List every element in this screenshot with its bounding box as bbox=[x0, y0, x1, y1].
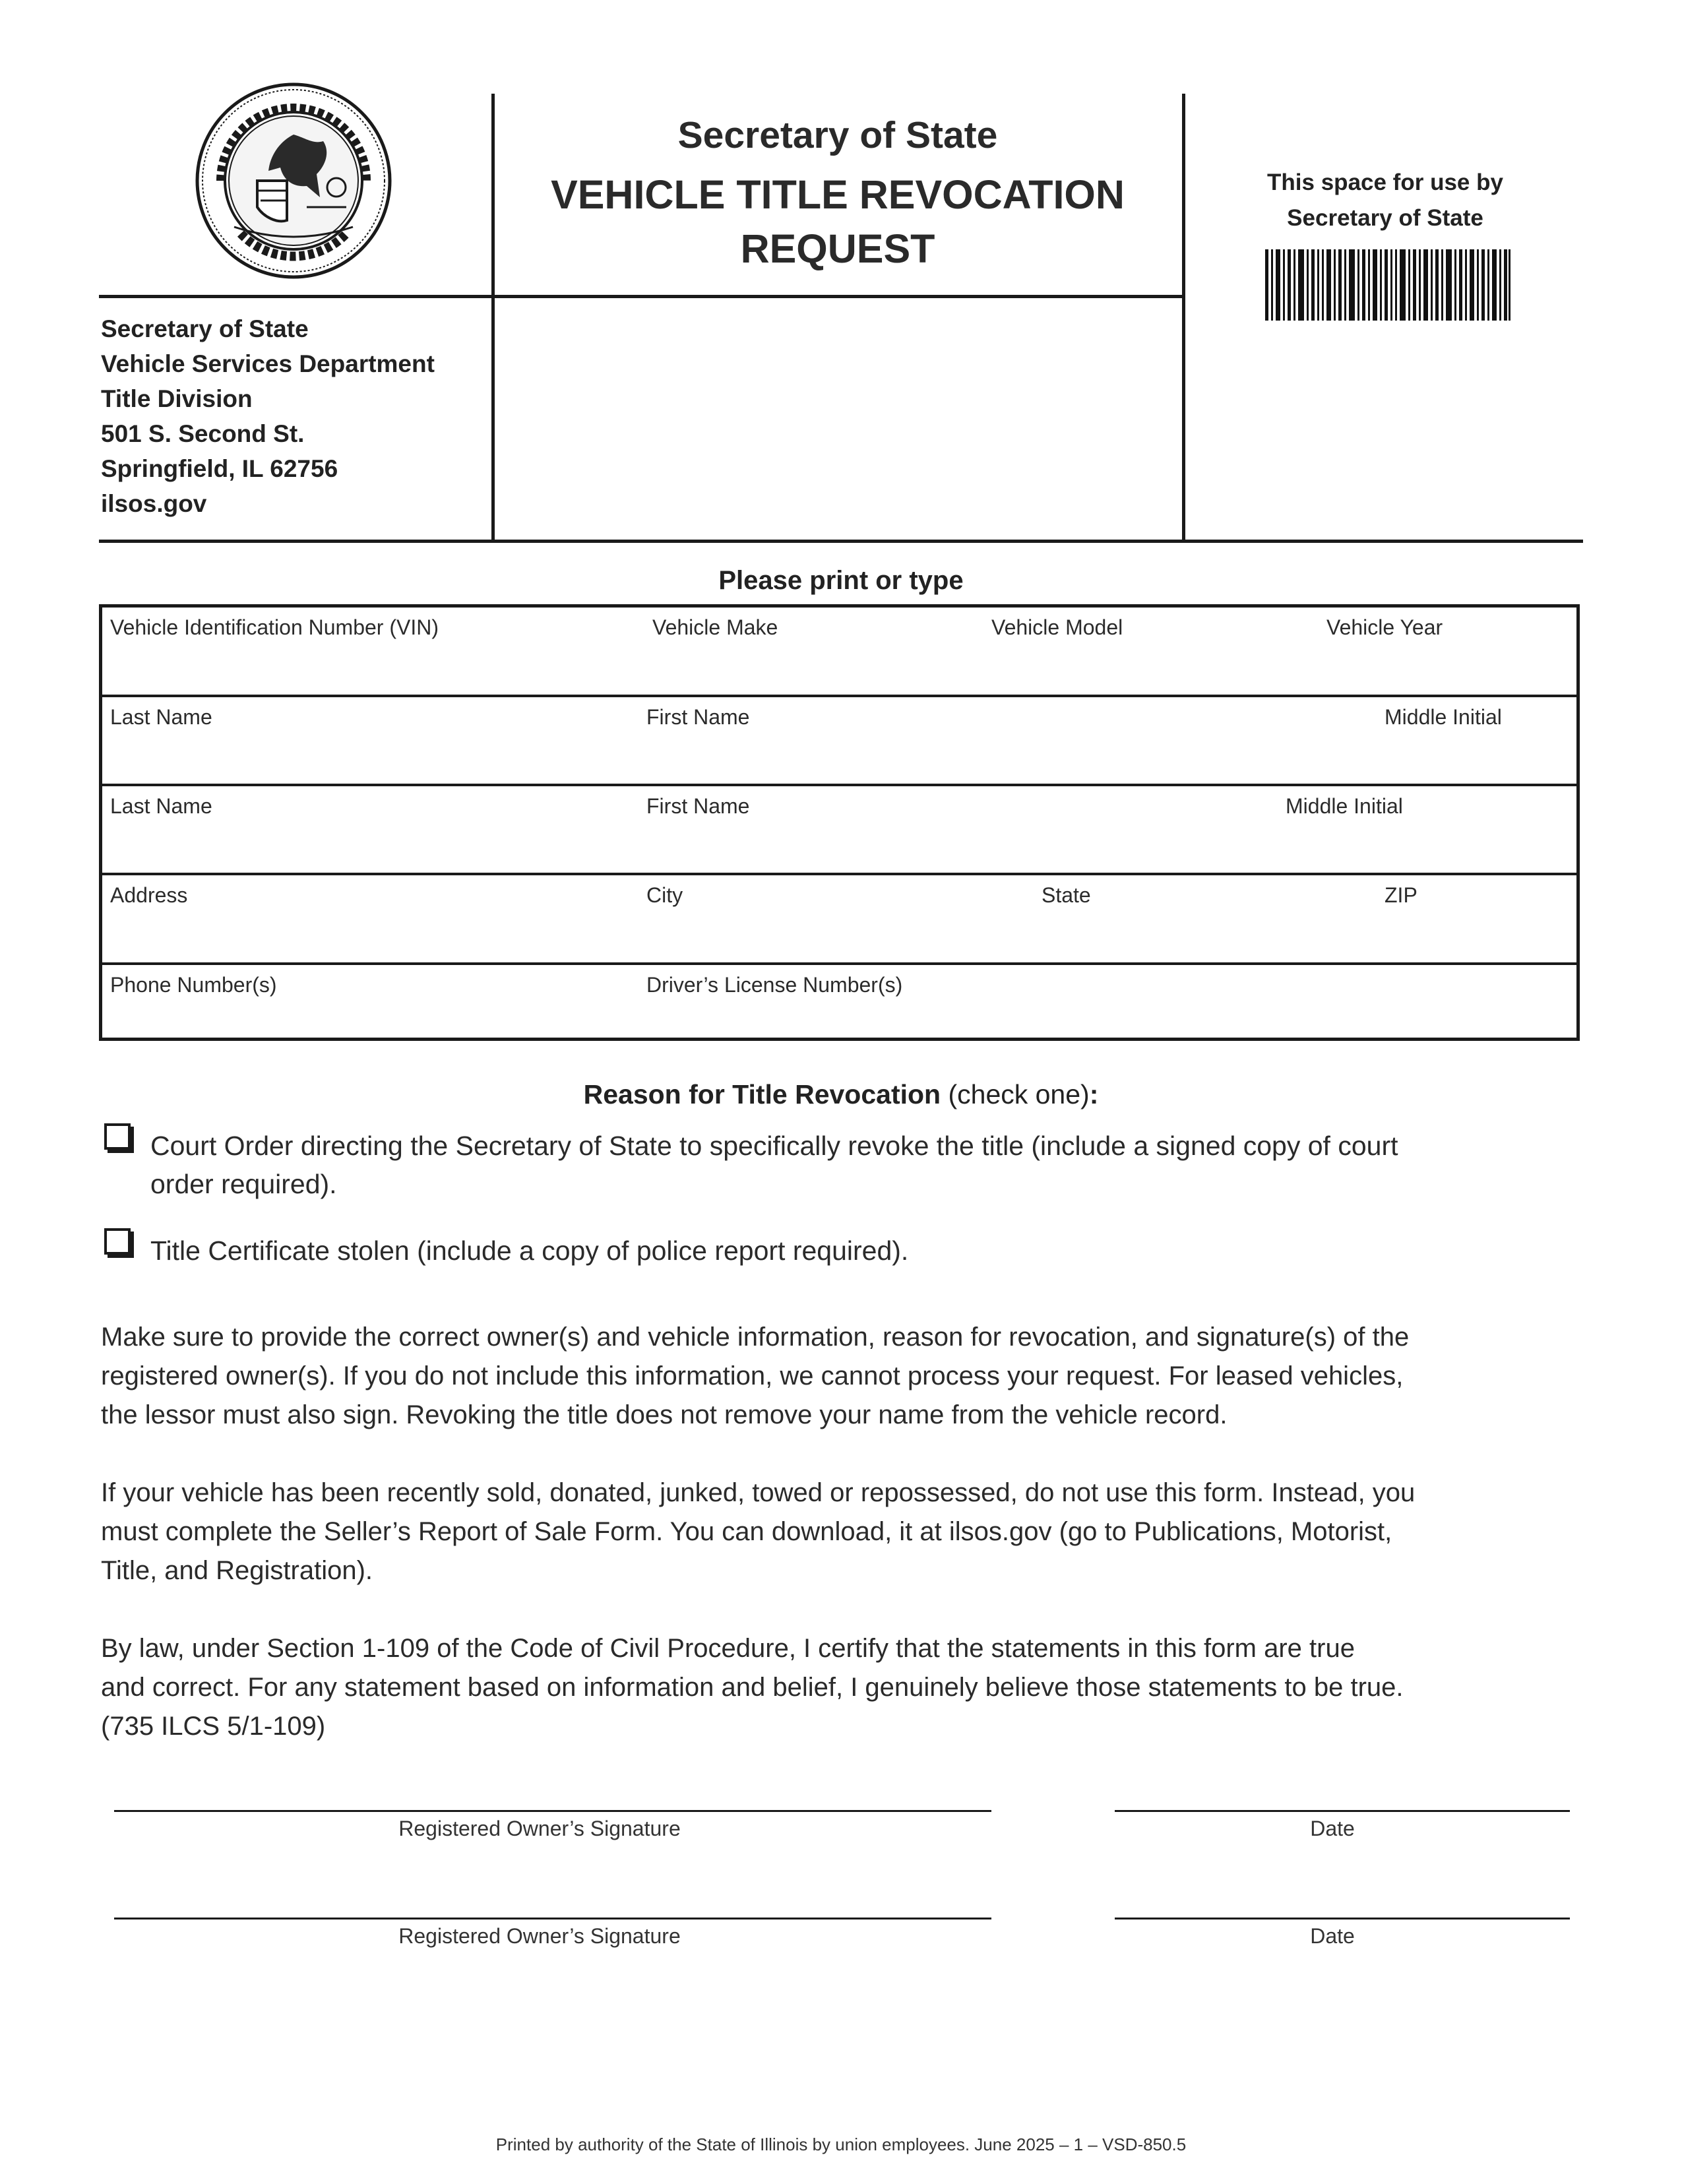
form-row-owner-1[interactable] bbox=[102, 697, 1576, 786]
address-line: Secretary of State bbox=[101, 315, 309, 342]
address-website: ilsos.gov bbox=[101, 490, 207, 517]
certification-paragraph bbox=[101, 1629, 1592, 1746]
agency-title: Secretary of State bbox=[677, 114, 998, 156]
field-label-model: Vehicle Model bbox=[991, 615, 1123, 639]
address-line: Title Division bbox=[101, 385, 253, 412]
date-line-1[interactable] bbox=[1115, 1810, 1570, 1812]
paragraph-line: By law, under Section 1-109 of the Code of Civil Procedure, I certify that the statements in this form are true bbox=[101, 1634, 1355, 1663]
form-row-vehicle[interactable] bbox=[102, 608, 1576, 697]
field-label-phone: Phone Number(s) bbox=[110, 973, 277, 997]
field-label-year: Vehicle Year bbox=[1326, 615, 1443, 639]
field-label-middle-initial: Middle Initial bbox=[1385, 705, 1502, 729]
form-title-line2: REQUEST bbox=[740, 226, 935, 271]
date-label: Date bbox=[1310, 1817, 1355, 1840]
form-row-address[interactable] bbox=[102, 875, 1576, 965]
paragraph-line: and correct. For any statement based on information and belief, I genuinely believe those statements to be true. bbox=[101, 1673, 1404, 1702]
illinois-state-seal bbox=[195, 82, 392, 280]
checkbox-court-order[interactable] bbox=[104, 1123, 131, 1150]
paragraph-line: If your vehicle has been recently sold, donated, junked, towed or repossessed, do not use this form. Instead, you bbox=[101, 1478, 1416, 1507]
paragraph-line: Title, and Registration). bbox=[101, 1556, 373, 1585]
barcode-icon bbox=[1265, 249, 1511, 321]
field-label-drivers-license: Driver’s License Number(s) bbox=[646, 973, 903, 997]
reason-heading-note: (check one) bbox=[941, 1079, 1090, 1109]
header-divider-left bbox=[491, 94, 495, 542]
option-court-order-line2: order required). bbox=[150, 1169, 337, 1199]
paragraph-line: registered owner(s). If you do not include this information, we cannot process your request. For leased vehicles, bbox=[101, 1361, 1404, 1390]
mailing-address bbox=[101, 311, 435, 521]
footer-note: Printed by authority of the State of Illinois by union employees. June 2025 – 1 – VSD-850.5 bbox=[495, 2135, 1187, 2154]
form-instruction: Please print or type bbox=[718, 566, 964, 595]
checkbox-title-stolen[interactable] bbox=[104, 1228, 131, 1255]
signature-line-1[interactable] bbox=[114, 1810, 991, 1812]
reason-heading bbox=[0, 1079, 1682, 1110]
date-line-2[interactable] bbox=[1115, 1918, 1570, 1919]
address-line: Vehicle Services Department bbox=[101, 350, 435, 377]
reason-heading-bold: Reason for Title Revocation bbox=[583, 1079, 941, 1109]
address-line: Springfield, IL 62756 bbox=[101, 455, 338, 482]
form-row-owner-2[interactable] bbox=[102, 786, 1576, 875]
address-line: 501 S. Second St. bbox=[101, 420, 305, 447]
paragraph-line: (735 ILCS 5/1-109) bbox=[101, 1712, 326, 1741]
vehicle-owner-form bbox=[99, 604, 1580, 1041]
field-label-first-name: First Name bbox=[646, 794, 750, 818]
header-divider-right bbox=[1182, 94, 1185, 542]
sos-use-label bbox=[1214, 165, 1557, 236]
paragraph-line: the lessor must also sign. Revoking the title does not remove your name from the vehicle record. bbox=[101, 1400, 1228, 1429]
field-label-last-name: Last Name bbox=[110, 705, 212, 729]
field-label-make: Vehicle Make bbox=[652, 615, 778, 639]
form-row-contact[interactable] bbox=[102, 965, 1576, 1041]
field-label-state: State bbox=[1042, 883, 1091, 907]
field-label-first-name: First Name bbox=[646, 705, 750, 729]
field-label-address: Address bbox=[110, 883, 188, 907]
paragraph-line: Make sure to provide the correct owner(s) and vehicle information, reason for revocation, and signature(s) of the bbox=[101, 1323, 1410, 1352]
reason-heading-colon: : bbox=[1089, 1079, 1099, 1109]
date-label: Date bbox=[1310, 1924, 1355, 1948]
field-label-vin: Vehicle Identification Number (VIN) bbox=[110, 615, 439, 639]
option-title-stolen: Title Certificate stolen (include a copy of police report required). bbox=[150, 1235, 909, 1266]
header-rule-left bbox=[99, 295, 495, 298]
field-label-zip: ZIP bbox=[1385, 883, 1417, 907]
owner-signature-label: Registered Owner’s Signature bbox=[398, 1924, 681, 1948]
header-rule-middle bbox=[491, 295, 1185, 298]
option-court-order bbox=[150, 1127, 1398, 1203]
form-title-line1: VEHICLE TITLE REVOCATION bbox=[551, 172, 1125, 217]
signature-line-2[interactable] bbox=[114, 1918, 991, 1919]
instructions-paragraph bbox=[101, 1318, 1592, 1435]
field-label-last-name: Last Name bbox=[110, 794, 212, 818]
sold-vehicle-paragraph bbox=[101, 1474, 1592, 1590]
owner-signature-label: Registered Owner’s Signature bbox=[398, 1817, 681, 1840]
field-label-city: City bbox=[646, 883, 683, 907]
sos-use-line1: This space for use by bbox=[1267, 170, 1503, 195]
option-court-order-line1: Court Order directing the Secretary of State to specifically revoke the title (include a signed copy of court bbox=[150, 1131, 1398, 1161]
field-label-middle-initial: Middle Initial bbox=[1286, 794, 1403, 818]
form-title bbox=[495, 168, 1181, 276]
paragraph-line: must complete the Seller’s Report of Sale Form. You can download, it at ilsos.gov (go to Publications, Motorist, bbox=[101, 1517, 1392, 1546]
header-bottom-rule bbox=[99, 540, 1583, 543]
sos-use-line2: Secretary of State bbox=[1287, 205, 1483, 231]
